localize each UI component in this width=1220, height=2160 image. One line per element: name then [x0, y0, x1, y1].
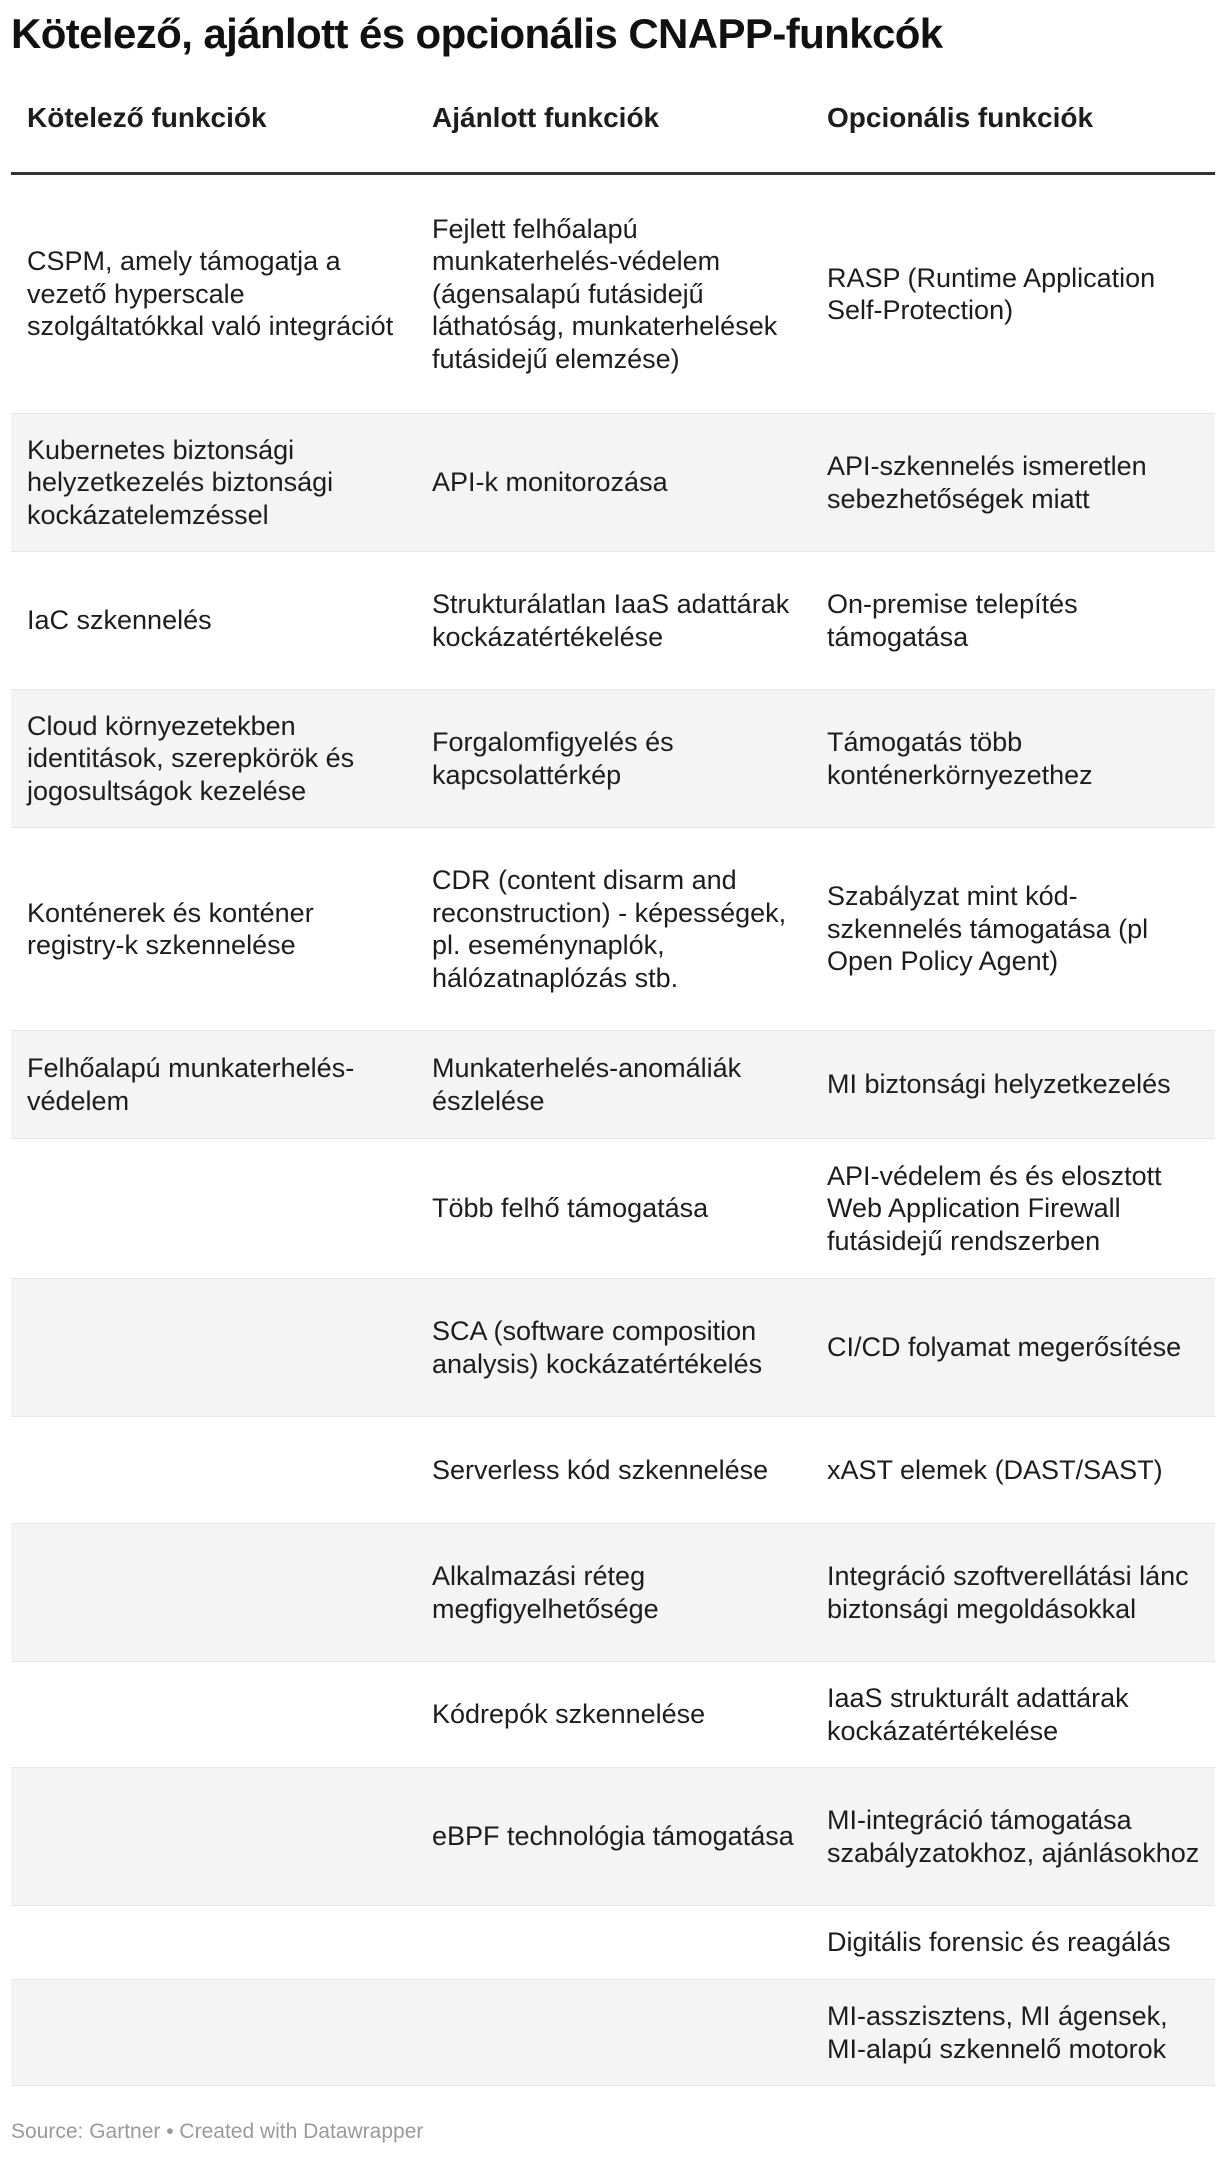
source-footer: Source: Gartner • Created with Datawrapper: [11, 2120, 424, 2143]
cell-required: [11, 1279, 416, 1417]
cell-required: Felhőalapú munkaterhelés-védelem: [11, 1031, 416, 1139]
table-row: [11, 1980, 1215, 2086]
cell-required: [11, 1524, 416, 1662]
cell-optional: xAST elemek (DAST/SAST): [811, 1417, 1215, 1524]
table-row: [11, 828, 1215, 1031]
table-row: [11, 690, 1215, 828]
cell-required: Kubernetes biztonsági helyzetkezelés biztonsági kockázatelemzéssel: [11, 414, 416, 552]
cell-recommended: [416, 1980, 811, 2086]
cell-optional: Támogatás több konténerkörnyezethez: [811, 690, 1215, 828]
cell-recommended: Serverless kód szkennelése: [416, 1417, 811, 1524]
cell-recommended: [416, 1906, 811, 1980]
cell-optional: MI biztonsági helyzetkezelés: [811, 1031, 1215, 1139]
cell-required: CSPM, amely támogatja a vezető hyperscale szolgáltatókkal való integrációt: [11, 174, 416, 414]
cell-recommended: Forgalomfigyelés és kapcsolattérkép: [416, 690, 811, 828]
cell-optional: CI/CD folyamat megerősítése: [811, 1279, 1215, 1417]
header-required: Kötelező funkciók: [11, 100, 416, 174]
cell-required: [11, 1662, 416, 1768]
cell-optional: API-védelem és és elosztott Web Application Firewall futásidejű rendszerben: [811, 1139, 1215, 1279]
table-row: [11, 1417, 1215, 1524]
table-row: [11, 1279, 1215, 1417]
table-row: [11, 1139, 1215, 1279]
cell-optional: Digitális forensic és reagálás: [811, 1906, 1215, 1980]
table-row: [11, 1031, 1215, 1139]
header-recommended: Ajánlott funkciók: [416, 100, 811, 174]
header-optional: Opcionális funkciók: [811, 100, 1215, 174]
cell-optional: On-premise telepítés támogatása: [811, 552, 1215, 690]
cell-recommended: Több felhő támogatása: [416, 1139, 811, 1279]
cell-recommended: Strukturálatlan IaaS adattárak kockázatértékelése: [416, 552, 811, 690]
cell-recommended: Alkalmazási réteg megfigyelhetősége: [416, 1524, 811, 1662]
cell-required: IaC szkennelés: [11, 552, 416, 690]
table-row: [11, 552, 1215, 690]
cell-required: Konténerek és konténer registry-k szkennelése: [11, 828, 416, 1031]
cell-recommended: eBPF technológia támogatása: [416, 1768, 811, 1906]
cell-recommended: Munkaterhelés-anomáliák észlelése: [416, 1031, 811, 1139]
table-header-row: [11, 100, 1215, 174]
capabilities-table: [11, 100, 1215, 2086]
cell-required: [11, 1768, 416, 1906]
cell-recommended: API-k monitorozása: [416, 414, 811, 552]
table-row: [11, 1662, 1215, 1768]
cell-required: Cloud környezetekben identitások, szerepkörök és jogosultságok kezelése: [11, 690, 416, 828]
cell-optional: IaaS strukturált adattárak kockázatértékelése: [811, 1662, 1215, 1768]
chart-title: Kötelező, ajánlott és opcionális CNAPP-funkcók: [11, 10, 943, 57]
cell-required: [11, 1906, 416, 1980]
table-row: [11, 1906, 1215, 1980]
cell-required: [11, 1980, 416, 2086]
cell-optional: Integráció szoftverellátási lánc biztonsági megoldásokkal: [811, 1524, 1215, 1662]
cell-optional: MI-integráció támogatása szabályzatokhoz, ajánlásokhoz: [811, 1768, 1215, 1906]
cell-recommended: SCA (software composition analysis) kockázatértékelés: [416, 1279, 811, 1417]
cell-required: [11, 1417, 416, 1524]
cell-recommended: Kódrepók szkennelése: [416, 1662, 811, 1768]
cell-recommended: CDR (content disarm and reconstruction) - képességek, pl. eseménynaplók, hálózatnaplózás stb.: [416, 828, 811, 1031]
table-row: [11, 414, 1215, 552]
cell-optional: MI-asszisztens, MI ágensek, MI-alapú szkennelő motorok: [811, 1980, 1215, 2086]
cell-optional: API-szkennelés ismeretlen sebezhetőségek miatt: [811, 414, 1215, 552]
cell-required: [11, 1139, 416, 1279]
table-row: [11, 1524, 1215, 1662]
table-row: [11, 1768, 1215, 1906]
cell-optional: RASP (Runtime Application Self-Protection): [811, 174, 1215, 414]
table-row: [11, 174, 1215, 414]
cell-optional: Szabályzat mint kód-szkennelés támogatása (pl Open Policy Agent): [811, 828, 1215, 1031]
cell-recommended: Fejlett felhőalapú munkaterhelés-védelem (ágensalapú futásidejű láthatóság, munkaterhelések futásidejű elemzése): [416, 174, 811, 414]
